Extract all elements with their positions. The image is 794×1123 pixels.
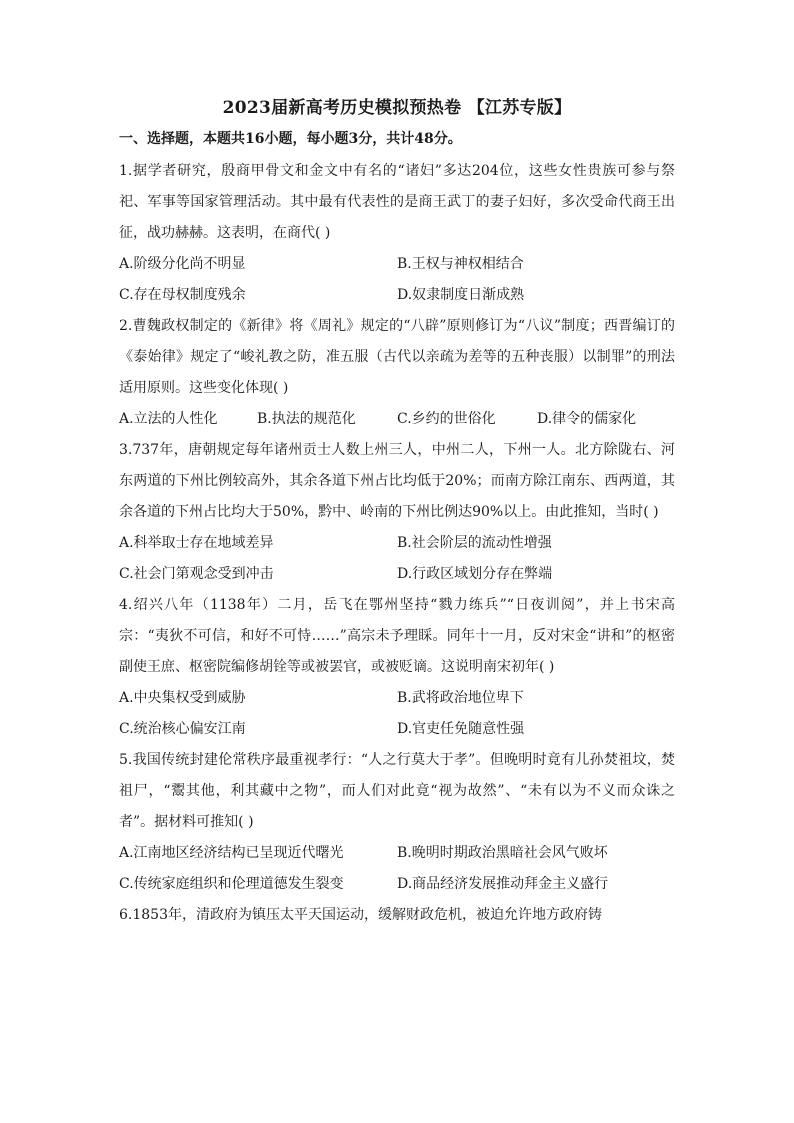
option-a: A.中央集权受到威胁 (119, 690, 246, 706)
option-d: D.商品经济发展推动拜金主义盛行 (397, 876, 609, 892)
option-list (119, 683, 675, 745)
option-list (119, 249, 675, 311)
option-c: C.社会门第观念受到冲击 (119, 566, 274, 582)
option-c: C.统治核心偏安江南 (119, 721, 246, 737)
question-stem: 4.绍兴八年（1138年）二月，岳飞在鄂州坚持“戮力练兵”“日夜训阅”，并上书宋高宗：“夷狄不可信，和好不可恃……”高宗未予理睬。同年十一月，反对宋金“讲和”的枢密副使王庶、枢密院编修胡铨等或被罢官，或被贬谪。这说明南宋初年( ) (119, 597, 675, 675)
option-list (119, 838, 675, 900)
question-6 (119, 900, 675, 931)
option-b: B.武将政治地位卑下 (397, 690, 524, 706)
question-stem: 1.据学者研究，殷商甲骨文和金文中有名的“诸妇”多达204位，这些女性贵族可参与祭祀、军事等国家管理活动。其中最有代表性的是商王武丁的妻子妇好，多次受命代商王出征，战功赫赫。这表明，在商代( ) (119, 163, 675, 241)
option-b: B.社会阶层的流动性增强 (397, 535, 552, 551)
exam-page (119, 96, 675, 931)
option-c: C.存在母权制度残余 (119, 287, 246, 303)
option-a: A.江南地区经济结构已呈现近代曙光 (119, 845, 344, 861)
option-d: D.行政区域划分存在弊端 (397, 566, 553, 582)
option-d: D.律令的儒家化 (537, 411, 637, 427)
question-stem: 5.我国传统封建伦常秩序最重视孝行：“人之行莫大于孝”。但晚明时竟有儿孙焚祖坟，焚祖尸，“鬻其他，利其藏中之物”，而人们对此竟“视为故然”、“未有以为不义而众诛之者”。据材料可推知( ) (119, 752, 675, 830)
option-b: B.执法的规范化 (257, 411, 356, 427)
option-c: C.乡约的世俗化 (397, 411, 496, 427)
section-heading: 一、选择题，本题共16小题，每小题3分，共计48分。 (119, 131, 462, 147)
question-5 (119, 745, 675, 900)
option-d: D.官吏任免随意性强 (397, 721, 525, 737)
option-b: B.王权与神权相结合 (397, 256, 524, 272)
option-list (119, 404, 675, 435)
option-a: A.立法的人性化 (119, 411, 218, 427)
question-stem: 3.737年，唐朝规定每年诸州贡士人数上州三人，中州二人，下州一人。北方除陇右、河东两道的下州比例较高外，其余各道下州占比均低于20%；而南方除江南东、西两道，其余各道的下州占比均大于50%，黔中、岭南的下州比例达90%以上。由此推知，当时( ) (119, 442, 675, 520)
question-1 (119, 156, 675, 311)
question-stem: 6.1853年，清政府为镇压太平天国运动，缓解财政危机，被迫允许地方政府铸 (119, 907, 602, 923)
question-stem: 2.曹魏政权制定的《新律》将《周礼》规定的“八辟”原则修订为“八议”制度；西晋编订的《泰始律》规定了“峻礼教之防，准五服（古代以亲疏为差等的五种丧服）以制罪”的刑法适用原则。这些变化体现( ) (119, 318, 675, 396)
question-4 (119, 590, 675, 745)
option-c: C.传统家庭组织和伦理道德发生裂变 (119, 876, 344, 892)
question-3 (119, 435, 675, 590)
option-a: A.阶级分化尚不明显 (119, 256, 246, 272)
question-2 (119, 311, 675, 435)
exam-title: 2023届新高考历史模拟预热卷 【江苏专版】 (222, 98, 572, 118)
option-list (119, 528, 675, 590)
option-b: B.晚明时期政治黑暗社会风气败坏 (397, 845, 608, 861)
option-d: D.奴隶制度日渐成熟 (397, 287, 525, 303)
option-a: A.科举取士存在地域差异 (119, 535, 274, 551)
